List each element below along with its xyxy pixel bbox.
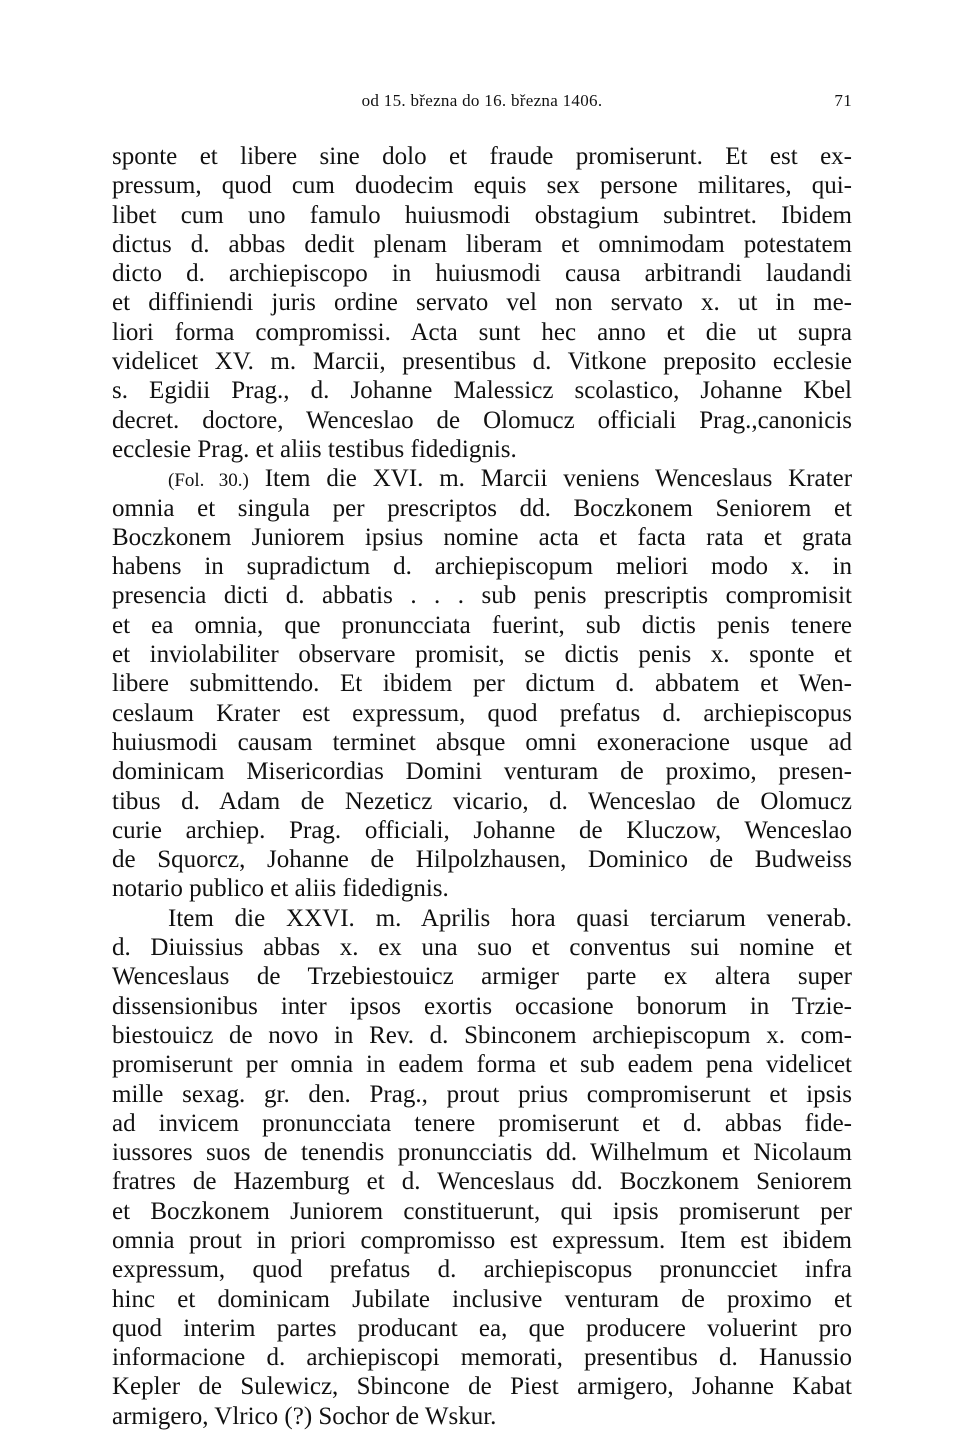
text-line: mille sexag. gr. den. Prag., prout prius compromiserunt et ipsis	[112, 1080, 852, 1108]
text-line-with-folio	[112, 464, 852, 493]
text-line: omnia et singula per prescriptos dd. Boczkonem Seniorem et	[112, 494, 852, 522]
text-line: et inviolabiliter observare promisit, se dictis penis x. sponte et	[112, 641, 852, 669]
text-line: de Squorcz, Johanne de Hilpolzhausen, Dominico de Budweiss	[112, 846, 852, 874]
text-line: omnia prout in priori compromisso est expressum. Item est ibidem	[112, 1226, 852, 1254]
paragraph-start: Item die XVI. m. Marcii veniens Wenceslaus Krater	[264, 465, 852, 493]
text-line: sponte et libere sine dolo et fraude promiserunt. Et est ex-	[112, 143, 852, 170]
text-line: Item die XXVI. m. Aprilis hora quasi terciarum venerab.	[168, 904, 852, 932]
text-line: tibus d. Adam de Nezeticz vicario, d. Wenceslao de Olomucz	[112, 787, 852, 815]
text-line: Wenceslaus de Trzebiestouicz armiger parte ex altera super	[112, 963, 852, 991]
running-header	[112, 91, 852, 115]
text-line: huiusmodi causam terminet absque omni exoneracione usque ad	[112, 728, 852, 756]
text-line: Boczkonem Juniorem ipsius nomine acta et facta rata et grata	[112, 523, 852, 551]
text-line: ecclesie Prag. et aliis testibus fidedignis.	[112, 435, 517, 463]
running-title: od 15. března do 16. března 1406.	[361, 91, 603, 110]
body-text	[112, 142, 852, 1431]
text-line: notario publico et aliis fidedignis.	[112, 875, 449, 903]
text-line: ad invicem pronuncciata tenere promiserunt et d. abbas fide-	[112, 1109, 852, 1137]
text-line: armigero, Vlrico (?) Sochor de Wskur.	[112, 1402, 497, 1430]
text-line: s. Egidii Prag., d. Johanne Malessicz scolastico, Johanne Kbel	[112, 377, 852, 405]
text-line: curie archiep. Prag. officiali, Johanne de Kluczow, Wenceslao	[112, 816, 852, 844]
text-line: dicto d. archiepiscopo in huiusmodi causa arbitrandi laudandi	[112, 260, 852, 288]
text-line: pressum, quod cum duodecim equis sex persone militares, qui-	[112, 172, 852, 200]
text-line: d. Diuissius abbas x. ex una suo et conventus sui nomine et	[112, 934, 852, 962]
text-line: libet cum uno famulo huiusmodi obstagium subintret. Ibidem	[112, 201, 852, 229]
text-line: decret. doctore, Wenceslao de Olomucz officiali Prag.,canonicis	[112, 406, 852, 434]
text-line: libere submittendo. Et ibidem per dictum d. abbatem et Wen-	[112, 670, 852, 698]
text-line: quod interim partes producant ea, que producere voluerint pro	[112, 1314, 852, 1342]
text-line: videlicet XV. m. Marcii, presentibus d. Vitkone preposito ecclesie	[112, 348, 852, 376]
text-line: hinc et dominicam Jubilate inclusive venturam de proximo et	[112, 1285, 852, 1313]
text-line: informacione d. archiepiscopi memorati, presentibus d. Hanussio	[112, 1344, 852, 1372]
text-line: promiserunt per omnia in eadem forma et sub eadem pena videlicet	[112, 1051, 852, 1079]
text-line: ceslaum Krater est expressum, quod prefatus d. archiepiscopus	[112, 699, 852, 727]
text-line: biestouicz de novo in Rev. d. Sbinconem archiepiscopum x. com-	[112, 1021, 852, 1049]
text-line: et Boczkonem Juniorem constituerunt, qui ipsis promiserunt per	[112, 1197, 852, 1225]
page-number: 71	[834, 91, 852, 110]
text-line: dominicam Misericordias Domini venturam de proximo, presen-	[112, 758, 852, 786]
text-line: presencia dicti d. abbatis . . . sub penis prescriptis compromisit	[112, 582, 852, 610]
text-line: iussores suos de tenendis pronuncciatis dd. Wilhelmum et Nicolaum	[112, 1139, 852, 1167]
text-line: habens in supradictum d. archiepiscopum meliori modo x. in	[112, 553, 852, 581]
text-line: liori forma compromissi. Acta sunt hec anno et die ut supra	[112, 318, 852, 346]
text-line: dictus d. abbas dedit plenam liberam et omnimodam potestatem	[112, 230, 852, 258]
text-line: expressum, quod prefatus d. archiepiscopus pronuncciet infra	[112, 1256, 852, 1284]
text-line: et ea omnia, que pronuncciata fuerint, sub dictis penis tenere	[112, 611, 852, 639]
text-line: et diffiniendi juris ordine servato vel non servato x. ut in me-	[112, 289, 852, 317]
text-line: Kepler de Sulewicz, Sbincone de Piest armigero, Johanne Kabat	[112, 1373, 852, 1401]
text-line: dissensionibus inter ipsos exortis occasione bonorum in Trzie-	[112, 992, 852, 1020]
folio-reference: (Fol. 30.)	[168, 470, 249, 492]
text-line: fratres de Hazemburg et d. Wenceslaus dd. Boczkonem Seniorem	[112, 1168, 852, 1196]
